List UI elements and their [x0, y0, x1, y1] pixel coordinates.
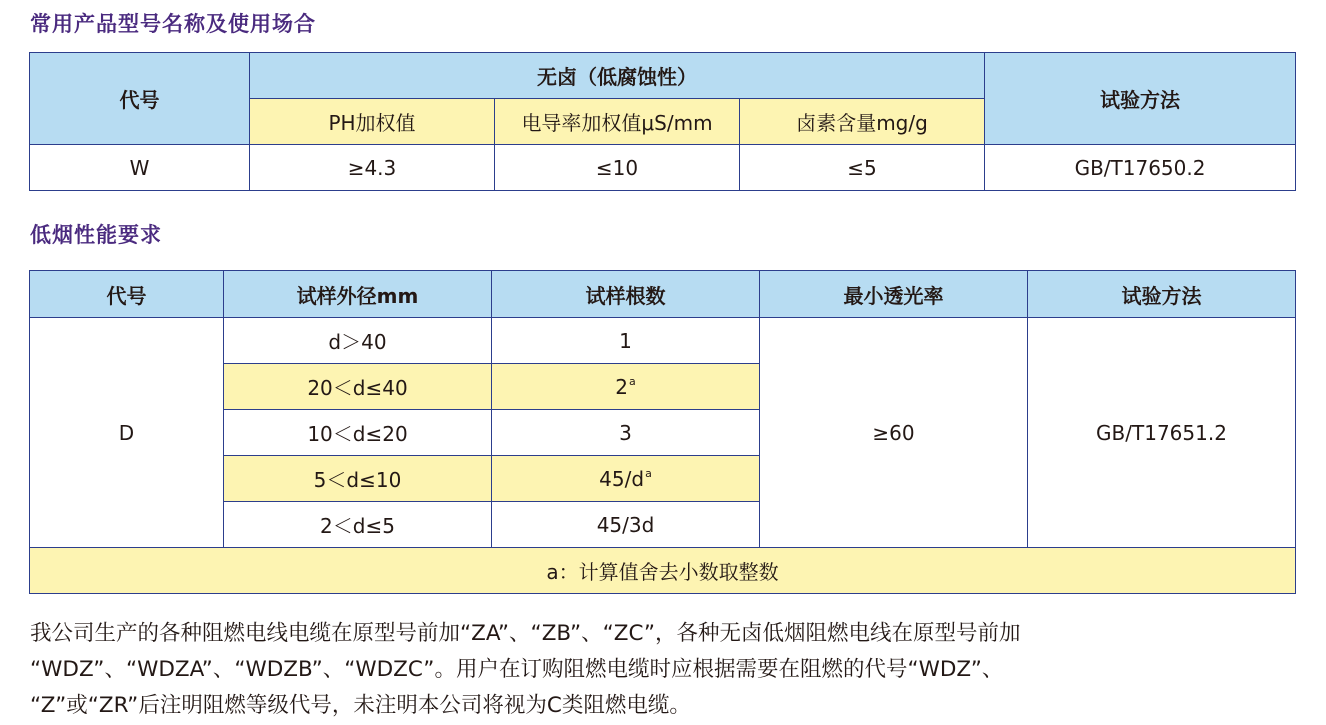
- table-row: [30, 318, 1296, 364]
- section-title-halogen-free: 常用产品型号名称及使用场合: [30, 12, 316, 36]
- header-halogen-content: 卤素含量mg/g: [740, 99, 985, 145]
- cell-halogen-content: ≤5: [740, 145, 985, 191]
- cell-sample-count: 2$^a$: [492, 364, 760, 410]
- header-conductivity: 电导率加权值μS/mm: [495, 99, 740, 145]
- cell-ph: ≥4.3: [250, 145, 495, 191]
- footnote-marker: a: [628, 374, 636, 388]
- cell-conductivity: ≤10: [495, 145, 740, 191]
- header-ph: PH加权值: [250, 99, 495, 145]
- note-line-2: “WDZ”、“WDZA”、“WDZB”、“WDZC”。用户在订购阻燃电缆时应根据需要在阻燃的代号“WDZ”、: [30, 657, 1004, 682]
- cell-sample-count: 45/3d: [492, 502, 760, 548]
- cell-test-method: GB/T17650.2: [985, 145, 1296, 191]
- header-test-method: 试验方法: [985, 53, 1296, 145]
- header-min-transmittance: 最小透光率: [760, 271, 1028, 318]
- cell-sample-count: 1: [492, 318, 760, 364]
- section-title-low-smoke: 低烟性能要求: [30, 223, 162, 247]
- cell-diameter: 10＜d≤20: [224, 410, 492, 456]
- note-line-1: 我公司生产的各种阻燃电线电缆在原型号前加“ZA”、“ZB”、“ZC”，各种无卤低烟阻燃电线在原型号前加: [30, 621, 1021, 646]
- header-halogen-free-group: 无卤（低腐蚀性）: [250, 53, 985, 99]
- cell-diameter: 5＜d≤10: [224, 456, 492, 502]
- header-sample-count: 试样根数: [492, 271, 760, 318]
- cell-test-method: GB/T17651.2: [1028, 318, 1296, 548]
- note-line-3: “Z”或“ZR”后注明阻燃等级代号，未注明本公司将视为C类阻燃电缆。: [30, 693, 691, 718]
- cell-diameter: 20＜d≤40: [224, 364, 492, 410]
- halogen-free-table: [29, 52, 1296, 191]
- cell-code: W: [30, 145, 250, 191]
- low-smoke-table: [29, 270, 1296, 594]
- cell-sample-count: 3: [492, 410, 760, 456]
- cell-sample-count: $45/d^a$: [492, 456, 760, 502]
- header-code: 代号: [30, 53, 250, 145]
- cell-code: D: [30, 318, 224, 548]
- cell-diameter: 2＜d≤5: [224, 502, 492, 548]
- table-footnote: a：计算值舍去小数取整数: [30, 548, 1296, 594]
- flame-retardant-note: [30, 616, 1310, 724]
- header-diameter: 试样外径mm: [224, 271, 492, 318]
- cell-diameter: d＞40: [224, 318, 492, 364]
- header-code: 代号: [30, 271, 224, 318]
- footnote-marker: a: [645, 466, 652, 480]
- header-test-method: 试验方法: [1028, 271, 1296, 318]
- cell-min-transmittance: ≥60: [760, 318, 1028, 548]
